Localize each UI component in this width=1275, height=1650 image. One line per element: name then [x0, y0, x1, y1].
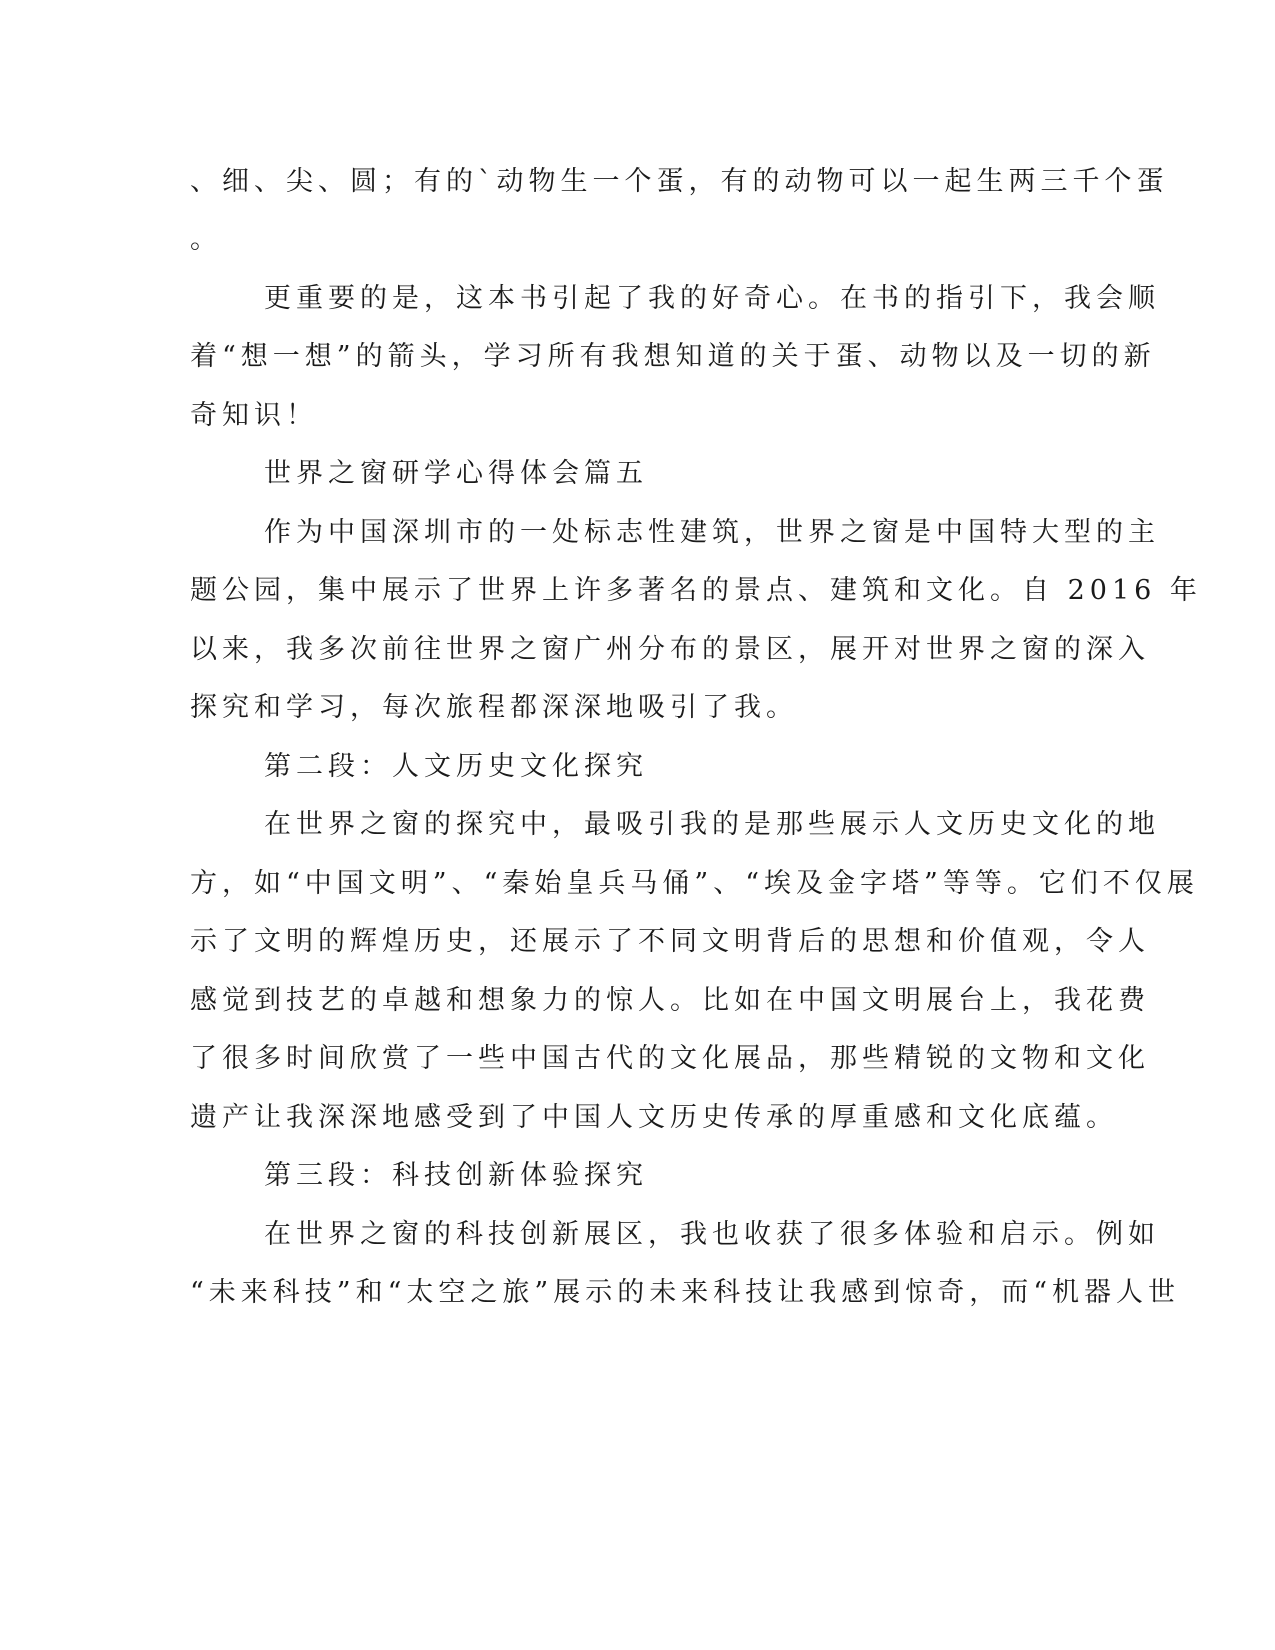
text-line: “未来科技”和“太空之旅”展示的未来科技让我感到惊奇，而“机器人世: [190, 1277, 1181, 1308]
paragraph-start: 在世界之窗的探究中，最吸引我的是那些展示人文历史文化的地: [264, 809, 1160, 840]
text-line: 感觉到技艺的卓越和想象力的惊人。比如在中国文明展台上，我花费: [190, 985, 1150, 1016]
section-heading: 第二段：人文历史文化探究: [264, 751, 648, 782]
section-heading: 第三段：科技创新体验探究: [264, 1160, 648, 1191]
text-line: 题公园，集中展示了世界上许多著名的景点、建筑和文化。自 2016 年: [190, 575, 1202, 606]
text-line: 方，如“中国文明”、“秦始皇兵马俑”、“埃及金字塔”等等。它们不仅展: [190, 868, 1199, 899]
paragraph-start: 更重要的是，这本书引起了我的好奇心。在书的指引下，我会顺: [264, 283, 1160, 314]
text-line: 、细、尖、圆；有的`动物生一个蛋，有的动物可以一起生两三千个蛋: [190, 166, 1169, 197]
paragraph-start: 在世界之窗的科技创新展区，我也收获了很多体验和启示。例如: [264, 1219, 1160, 1250]
text-line: 了很多时间欣赏了一些中国古代的文化展品，那些精锐的文物和文化: [190, 1043, 1150, 1074]
text-line: 探究和学习，每次旅程都深深地吸引了我。: [190, 692, 798, 723]
text-line: 示了文明的辉煌历史，还展示了不同文明背后的思想和价值观，令人: [190, 926, 1150, 957]
paragraph-start: 作为中国深圳市的一处标志性建筑，世界之窗是中国特大型的主: [264, 517, 1160, 548]
text-line: 着“想一想”的箭头，学习所有我想知道的关于蛋、动物以及一切的新: [190, 341, 1156, 372]
text-line: 以来，我多次前往世界之窗广州分布的景区，展开对世界之窗的深入: [190, 634, 1150, 665]
text-line: 。: [190, 224, 222, 255]
section-heading: 世界之窗研学心得体会篇五: [264, 458, 648, 489]
text-line: 遗产让我深深地感受到了中国人文历史传承的厚重感和文化底蕴。: [190, 1102, 1118, 1133]
text-line: 奇知识！: [190, 400, 318, 431]
